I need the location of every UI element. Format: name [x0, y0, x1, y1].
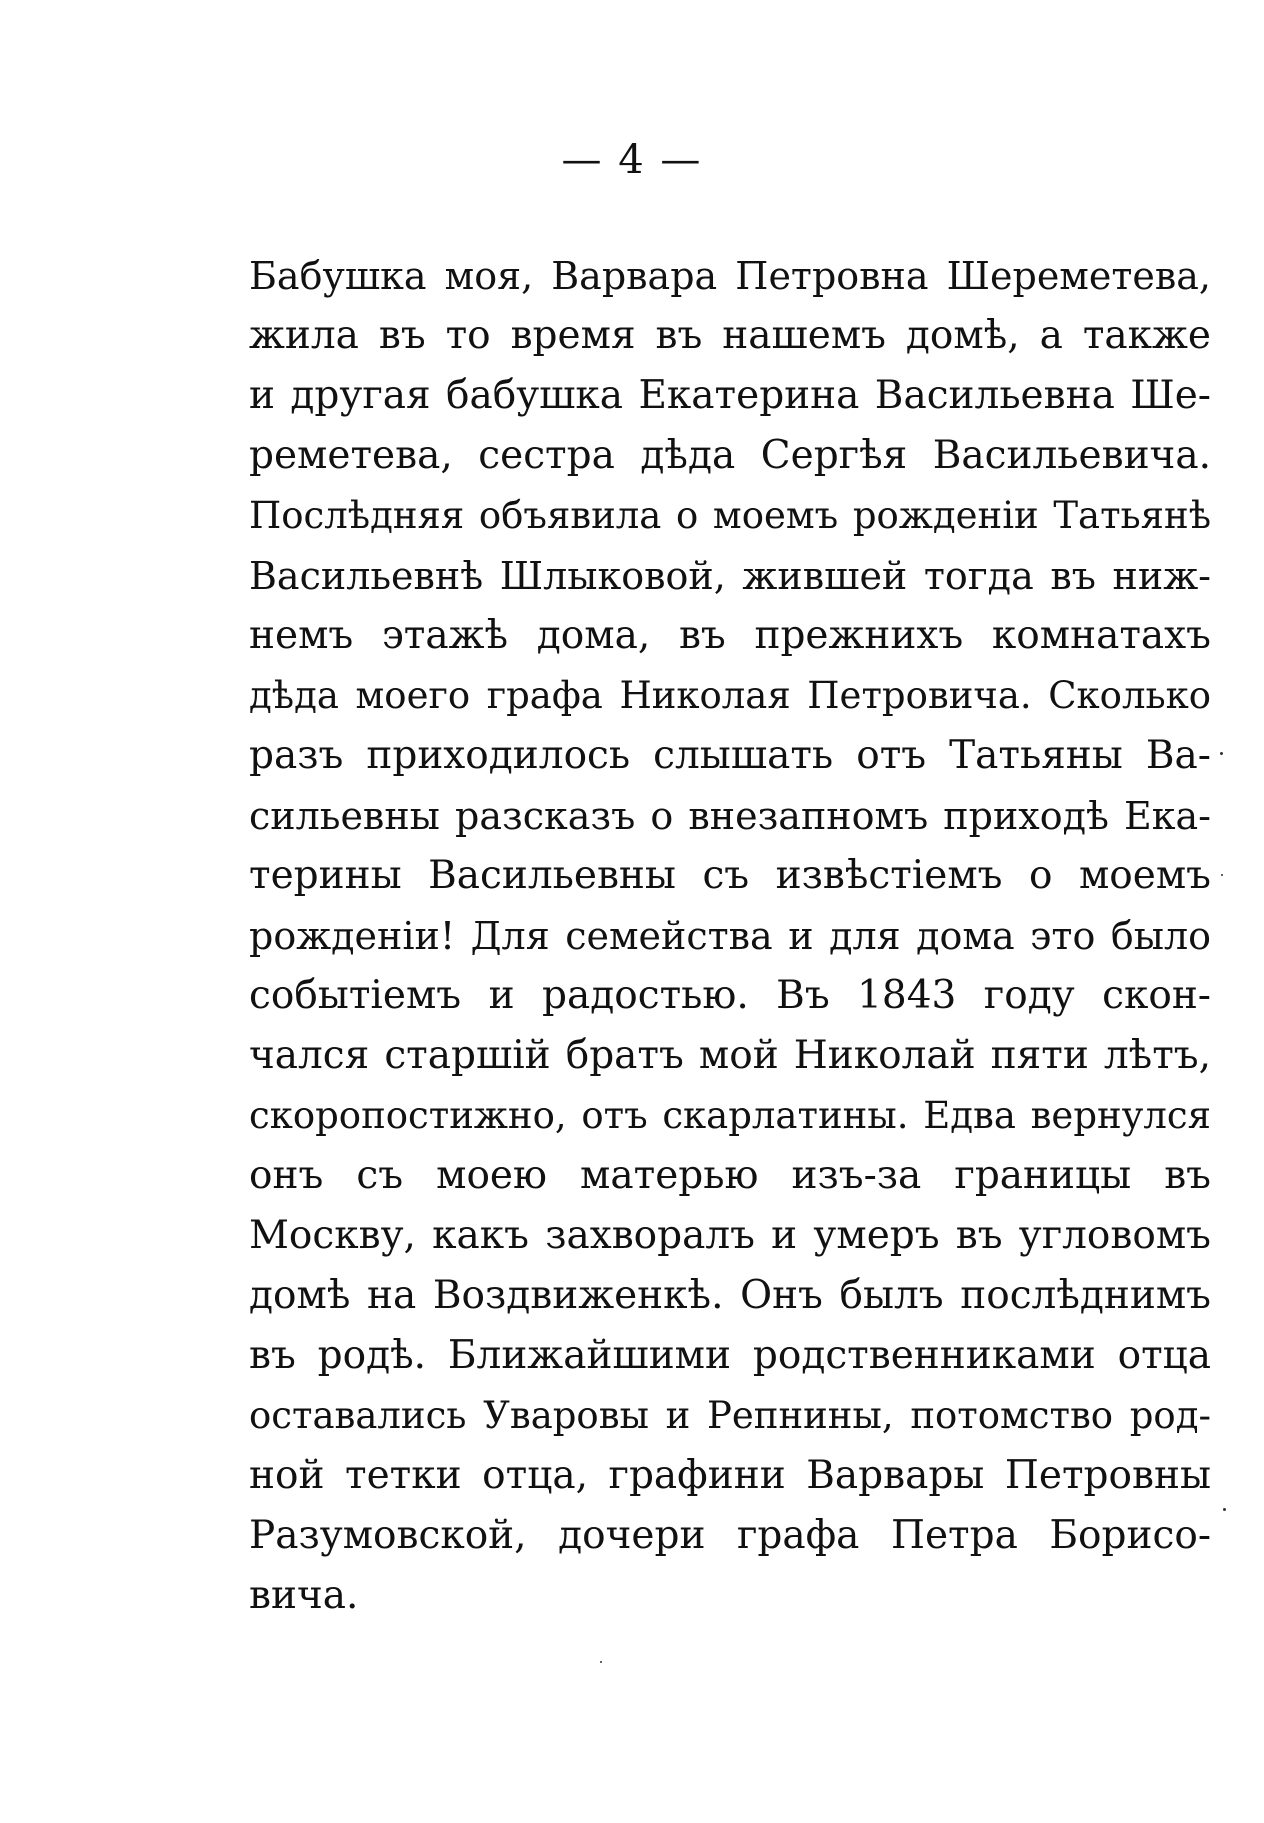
text-line: дѣда моего графа Николая Петровича. Сколько	[249, 674, 1211, 717]
text-line: скоропостижно, отъ скарлатины. Едва вернулся	[249, 1094, 1211, 1137]
text-line: Москву, какъ захворалъ и умеръ въ угловомъ	[249, 1213, 1211, 1258]
text-line: въ родѣ. Ближайшими родственниками отца	[249, 1333, 1211, 1378]
text-line: жила въ то время въ нашемъ домѣ, а также	[249, 313, 1211, 358]
page-number: — 4 —	[561, 137, 703, 183]
text-line: домѣ на Воздвиженкѣ. Онъ былъ послѣднимъ	[249, 1273, 1211, 1318]
text-line: реметева, сестра дѣда Сергѣя Васильевича.	[249, 433, 1211, 478]
scan-speck	[1221, 874, 1223, 876]
scan-speck	[1220, 752, 1223, 755]
text-line: сильевны разсказъ о внезапномъ приходѣ Ека-	[249, 794, 1211, 838]
scan-speck	[1223, 1508, 1226, 1511]
text-line: Послѣдняя объявила о моемъ рожденіи Татьянѣ	[249, 494, 1211, 537]
text-line: событіемъ и радостью. Въ 1843 году скон-	[249, 973, 1211, 1018]
text-line: Бабушка моя, Варвара Петровна Шереметева,	[249, 254, 1211, 298]
text-line: Разумовской, дочери графа Петра Борисо-	[249, 1513, 1211, 1558]
text-line: и другая бабушка Екатерина Васильевна Ше-	[249, 373, 1211, 418]
body-text	[249, 246, 1211, 1626]
text-line: Васильевнѣ Шлыковой, жившей тогда въ ниж-	[249, 554, 1211, 598]
text-line: терины Васильевны съ извѣстіемъ о моемъ	[249, 853, 1211, 898]
scan-speck	[600, 1661, 602, 1663]
text-line: онъ съ моею матерью изъ-за границы въ	[249, 1153, 1211, 1198]
text-line: чался старшій братъ мой Николай пяти лѣтъ,	[249, 1033, 1211, 1078]
text-line: разъ приходилось слышать отъ Татьяны Ва-	[249, 733, 1211, 778]
text-line: немъ этажѣ дома, въ прежнихъ комнатахъ	[249, 613, 1211, 658]
text-line: оставались Уваровы и Репнины, потомство род-	[249, 1394, 1211, 1437]
text-line: ной тетки отца, графини Варвары Петровны	[249, 1453, 1211, 1498]
text-line-last: вича.	[249, 1573, 359, 1618]
text-line: рожденіи! Для семейства и для дома это было	[249, 914, 1211, 958]
